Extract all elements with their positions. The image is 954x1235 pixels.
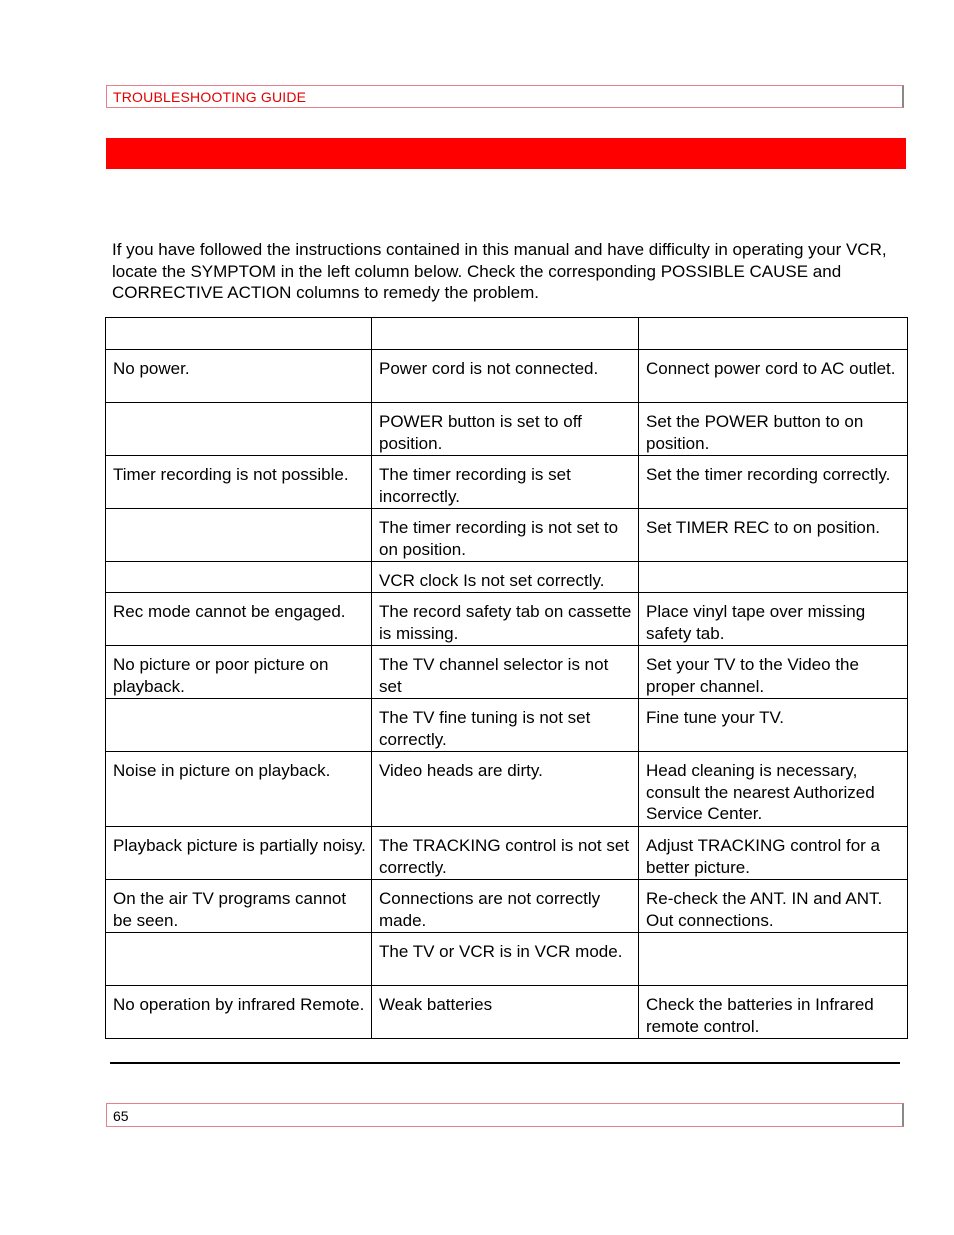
table-row xyxy=(106,509,908,562)
symptom-cell: No power. xyxy=(106,350,372,403)
section-header xyxy=(106,85,904,108)
section-title: TROUBLESHOOTING GUIDE xyxy=(113,89,307,105)
page-footer xyxy=(106,1103,904,1127)
symptom-cell xyxy=(106,509,372,562)
table-row xyxy=(106,699,908,752)
table-row xyxy=(106,350,908,403)
symptom-cell xyxy=(106,562,372,593)
action-cell xyxy=(639,933,908,986)
symptom-cell: Noise in picture on playback. xyxy=(106,752,372,827)
action-cell: Set the POWER button to on position. xyxy=(639,403,908,456)
cause-cell: The TV channel selector is not set xyxy=(372,646,639,699)
symptom-cell: No operation by infrared Remote. xyxy=(106,986,372,1039)
table-row xyxy=(106,562,908,593)
symptom-cell xyxy=(106,933,372,986)
cause-cell: Video heads are dirty. xyxy=(372,752,639,827)
table-row xyxy=(106,986,908,1039)
table-row xyxy=(106,827,908,880)
troubleshooting-table xyxy=(105,317,908,1039)
cause-cell: The TV or VCR is in VCR mode. xyxy=(372,933,639,986)
table-row xyxy=(106,456,908,509)
symptom-cell xyxy=(106,403,372,456)
cause-cell: Power cord is not connected. xyxy=(372,350,639,403)
header-action xyxy=(639,318,908,350)
symptom-cell: Playback picture is partially noisy. xyxy=(106,827,372,880)
action-cell: Re-check the ANT. IN and ANT. Out connections. xyxy=(639,880,908,933)
symptom-cell: No picture or poor picture on playback. xyxy=(106,646,372,699)
cause-cell: POWER button is set to off position. xyxy=(372,403,639,456)
cause-cell: Connections are not correctly made. xyxy=(372,880,639,933)
symptom-cell: Timer recording is not possible. xyxy=(106,456,372,509)
action-cell: Set the timer recording correctly. xyxy=(639,456,908,509)
cause-cell: The record safety tab on cassette is missing. xyxy=(372,593,639,646)
header-cause xyxy=(372,318,639,350)
header-symptom xyxy=(106,318,372,350)
intro-paragraph: If you have followed the instructions contained in this manual and have difficulty in operating your VCR, locate the SYMPTOM in the left column below. Check the corresponding POSSIBLE CAUSE and CORRECTIVE ACTION columns to remedy the problem. xyxy=(112,240,887,303)
symptom-cell xyxy=(106,699,372,752)
action-cell: Set your TV to the Video the proper channel. xyxy=(639,646,908,699)
table-header-row xyxy=(106,318,908,350)
cause-cell: The TV fine tuning is not set correctly. xyxy=(372,699,639,752)
table-row xyxy=(106,752,908,827)
action-cell: Set TIMER REC to on position. xyxy=(639,509,908,562)
title-bar xyxy=(106,138,906,169)
table-row xyxy=(106,646,908,699)
table-row xyxy=(106,403,908,456)
cause-cell: The TRACKING control is not set correctly. xyxy=(372,827,639,880)
page-number: 65 xyxy=(113,1108,129,1124)
footer-divider xyxy=(110,1062,900,1064)
cause-cell: VCR clock Is not set correctly. xyxy=(372,562,639,593)
action-cell: Head cleaning is necessary, consult the nearest Authorized Service Center. xyxy=(639,752,908,827)
cause-cell: The timer recording is set incorrectly. xyxy=(372,456,639,509)
action-cell: Place vinyl tape over missing safety tab. xyxy=(639,593,908,646)
action-cell: Connect power cord to AC outlet. xyxy=(639,350,908,403)
table-row xyxy=(106,880,908,933)
symptom-cell: Rec mode cannot be engaged. xyxy=(106,593,372,646)
table-row xyxy=(106,933,908,986)
cause-cell: The timer recording is not set to on position. xyxy=(372,509,639,562)
table-row xyxy=(106,593,908,646)
action-cell: Adjust TRACKING control for a better picture. xyxy=(639,827,908,880)
action-cell xyxy=(639,562,908,593)
cause-cell: Weak batteries xyxy=(372,986,639,1039)
symptom-cell: On the air TV programs cannot be seen. xyxy=(106,880,372,933)
action-cell: Check the batteries in Infrared remote control. xyxy=(639,986,908,1039)
action-cell: Fine tune your TV. xyxy=(639,699,908,752)
